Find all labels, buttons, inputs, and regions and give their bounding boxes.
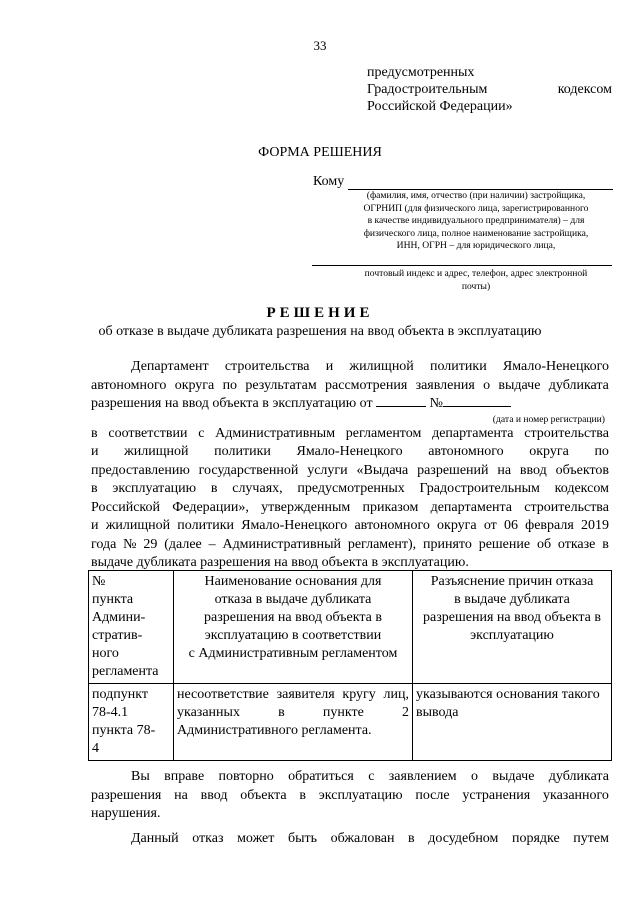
header-cell-clause: № пункта Админи- стратив- ного регламента <box>89 571 174 684</box>
header-cell-explanation: Разъяснение причин отказа в выдаче дубликата разрешения на ввод объекта в эксплуатацию <box>413 571 612 684</box>
text-line: в соответствии с Административным регламентом департамента строительства <box>91 425 609 441</box>
table-row <box>89 684 612 761</box>
table-header-row <box>89 571 612 684</box>
text-line: Данный отказ может быть обжалован в досудебном порядке путем <box>131 831 609 846</box>
cell-explanation: указываются основания такого вывода <box>413 684 612 761</box>
decision-subtitle: об отказе в выдаче дубликата разрешения на ввод объекта в эксплуатацию <box>98 324 542 339</box>
refusal-reasons-table <box>88 570 612 761</box>
applicant-note-line: физического лица, полное наименование застройщика, <box>363 227 589 239</box>
text-line: года № 29 (далее – Административный регламент), принято решение об отказе в <box>91 536 609 552</box>
text-line: в эксплуатацию в случаях, предусмотренных Градостроительным кодексом <box>91 481 609 496</box>
to-label: Кому <box>313 174 345 189</box>
text-line: Российской Федерации», утвержденным приказом департамента строительства <box>91 499 609 515</box>
applicant-note-line: (фамилия, имя, отчество (при наличии) застройщика, <box>366 190 586 201</box>
applicant-note-line: ИНН, ОГРН – для юридического лица, <box>396 240 556 251</box>
text-line: Департамент строительства и жилищной политики Ямало-Ненецкого <box>131 359 609 374</box>
header-line-2-left: Градостроительным <box>367 82 488 97</box>
applicant-note-line: ОГРНИП (для физического лица, зарегистрированного <box>363 202 589 214</box>
address-note <box>340 268 612 293</box>
header-block <box>367 64 612 115</box>
date-blank <box>376 405 426 407</box>
page-number: 33 <box>313 38 327 53</box>
text-line: разрешения на ввод объекта в эксплуатацию после устранения указанного <box>91 787 609 803</box>
text-line: предоставлению государственной услуги «Выдача разрешений на ввод объектов <box>91 462 609 478</box>
reapply-paragraph <box>91 768 609 824</box>
cell-clause: подпункт 78-4.1 пункта 78- 4 <box>89 684 174 761</box>
text-line: разрешения на ввод объекта в эксплуатацию от № <box>91 395 609 414</box>
address-note-line: почтовый индекс и адрес, телефон, адрес электронной <box>364 268 588 279</box>
header-cell-reason: Наименование основания для отказа в выдаче дубликата разрешения на ввод объекта в эксплуатацию в соответствии с Административным регламентом <box>174 571 413 684</box>
address-line <box>312 265 612 266</box>
form-title: ФОРМА РЕШЕНИЯ <box>258 145 382 160</box>
date-number-note: (дата и номер регистрации) <box>492 413 605 425</box>
applicant-note-line: в качестве индивидуального предпринимателя) – для <box>367 215 585 226</box>
decision-title: РЕШЕНИЕ <box>266 305 374 321</box>
applicant-note <box>340 190 612 253</box>
text-line: нарушения. <box>91 806 161 821</box>
address-note-line: почты) <box>461 280 491 292</box>
cell-reason: несоответствие заявителя кругу лиц, указанных в пункте 2 Административного регламента. <box>174 684 413 761</box>
text-line: Вы вправе повторно обратиться с заявлением о выдаче дубликата <box>131 769 609 784</box>
header-line-3: Российской Федерации» <box>367 99 513 114</box>
header-line-1: предусмотренных <box>367 65 475 80</box>
decision-paragraph <box>91 358 609 573</box>
text-line: выдаче дубликата разрешения на ввод объекта в эксплуатацию. <box>91 555 469 570</box>
text-line: и жилищной политики Ямало-Ненецкого автономного округа от 06 февраля 2019 <box>91 518 609 533</box>
recipient-line <box>348 177 613 190</box>
header-line-2 <box>367 81 612 98</box>
appeal-paragraph <box>91 830 609 849</box>
recipient-row <box>313 174 613 190</box>
header-line-2-right: кодексом <box>557 82 612 97</box>
text-line: и жилищной политики Ямало-Ненецкого автономного округа по <box>91 444 609 459</box>
text-line: автономного округа по результатам рассмотрения заявления о выдаче дубликата <box>91 377 609 393</box>
number-blank <box>443 405 511 407</box>
